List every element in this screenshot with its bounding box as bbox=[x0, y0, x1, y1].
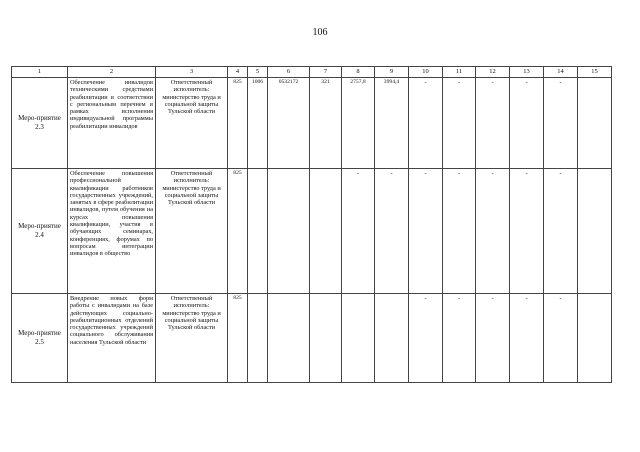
header-cell: 9 bbox=[375, 67, 409, 78]
cell-col-7: 321 bbox=[310, 78, 342, 169]
cell-col-4: 825 bbox=[228, 78, 248, 169]
cell-col-9: 3994,4 bbox=[375, 78, 409, 169]
table-row bbox=[12, 294, 612, 383]
cell-col-11: - bbox=[443, 294, 476, 383]
cell-col-5: 1006 bbox=[248, 78, 268, 169]
event-description: Внедрение новых форм работы с инвалидами на базе действующих социально-реабилитационных отделений государственных учреждений социального обслуживания населения Тульской области bbox=[68, 294, 156, 383]
cell-col-8: - bbox=[342, 169, 375, 294]
cell-col-12: - bbox=[476, 78, 510, 169]
cell-col-9: - bbox=[375, 169, 409, 294]
event-id: Меро-приятие 2.5 bbox=[12, 294, 68, 383]
cell-col-9 bbox=[375, 294, 409, 383]
event-id: Меро-приятие 2.3 bbox=[12, 78, 68, 169]
header-cell: 2 bbox=[68, 67, 156, 78]
cell-col-11: - bbox=[443, 78, 476, 169]
cell-col-12: - bbox=[476, 294, 510, 383]
cell-col-6 bbox=[268, 294, 310, 383]
cell-col-12: - bbox=[476, 169, 510, 294]
header-cell: 15 bbox=[578, 67, 612, 78]
cell-col-7 bbox=[310, 294, 342, 383]
cell-col-4: 825 bbox=[228, 294, 248, 383]
cell-col-15 bbox=[578, 294, 612, 383]
cell-col-5 bbox=[248, 294, 268, 383]
cell-col-14: - bbox=[544, 78, 578, 169]
table-row bbox=[12, 78, 612, 169]
header-cell: 3 bbox=[156, 67, 228, 78]
cell-col-15 bbox=[578, 169, 612, 294]
cell-col-6: 0532172 bbox=[268, 78, 310, 169]
cell-col-8 bbox=[342, 294, 375, 383]
event-id: Меро-приятие 2.4 bbox=[12, 169, 68, 294]
cell-col-6 bbox=[268, 169, 310, 294]
event-executor: Ответственный исполнитель: министерство труда и социальной защиты Тульской области bbox=[156, 169, 228, 294]
event-description: Обеспечение повышения профессиональной квалификации работников государственных учреждений, занятых в сфере реабилитации инвалидов, путем обучения на курсах повышения квалификации, участия в обучающих семинарах, конференциях, форумах по вопросам интеграции инвалидов в общество bbox=[68, 169, 156, 294]
cell-col-14: - bbox=[544, 294, 578, 383]
cell-col-15 bbox=[578, 78, 612, 169]
header-cell: 7 bbox=[310, 67, 342, 78]
cell-col-4: 825 bbox=[228, 169, 248, 294]
page-number: 106 bbox=[312, 27, 328, 38]
event-description: Обеспечение инвалидов техническими средствами реабилитации в соответствии с региональным перечнем в рамках исполнения индивидуальной программы реабилитации инвалидов bbox=[68, 78, 156, 169]
header-cell: 5 bbox=[248, 67, 268, 78]
cell-col-10: - bbox=[409, 294, 443, 383]
cell-col-11: - bbox=[443, 169, 476, 294]
header-cell: 1 bbox=[12, 67, 68, 78]
cell-col-14: - bbox=[544, 169, 578, 294]
measures-table bbox=[11, 66, 612, 383]
header-cell: 12 bbox=[476, 67, 510, 78]
cell-col-7 bbox=[310, 169, 342, 294]
cell-col-13: - bbox=[510, 294, 544, 383]
header-cell: 14 bbox=[544, 67, 578, 78]
header-cell: 10 bbox=[409, 67, 443, 78]
header-cell: 13 bbox=[510, 67, 544, 78]
cell-col-13: - bbox=[510, 169, 544, 294]
header-row bbox=[12, 67, 612, 78]
event-executor: Ответственный исполнитель: министерство труда и социальной защиты Тульской области bbox=[156, 294, 228, 383]
event-executor: Ответственный исполнитель: министерство труда и социальной защиты Тульской области bbox=[156, 78, 228, 169]
cell-col-10: - bbox=[409, 78, 443, 169]
cell-col-5 bbox=[248, 169, 268, 294]
cell-col-13: - bbox=[510, 78, 544, 169]
header-cell: 4 bbox=[228, 67, 248, 78]
header-cell: 8 bbox=[342, 67, 375, 78]
cell-col-10: - bbox=[409, 169, 443, 294]
cell-col-8: 2757,8 bbox=[342, 78, 375, 169]
header-cell: 6 bbox=[268, 67, 310, 78]
header-cell: 11 bbox=[443, 67, 476, 78]
table-row bbox=[12, 169, 612, 294]
